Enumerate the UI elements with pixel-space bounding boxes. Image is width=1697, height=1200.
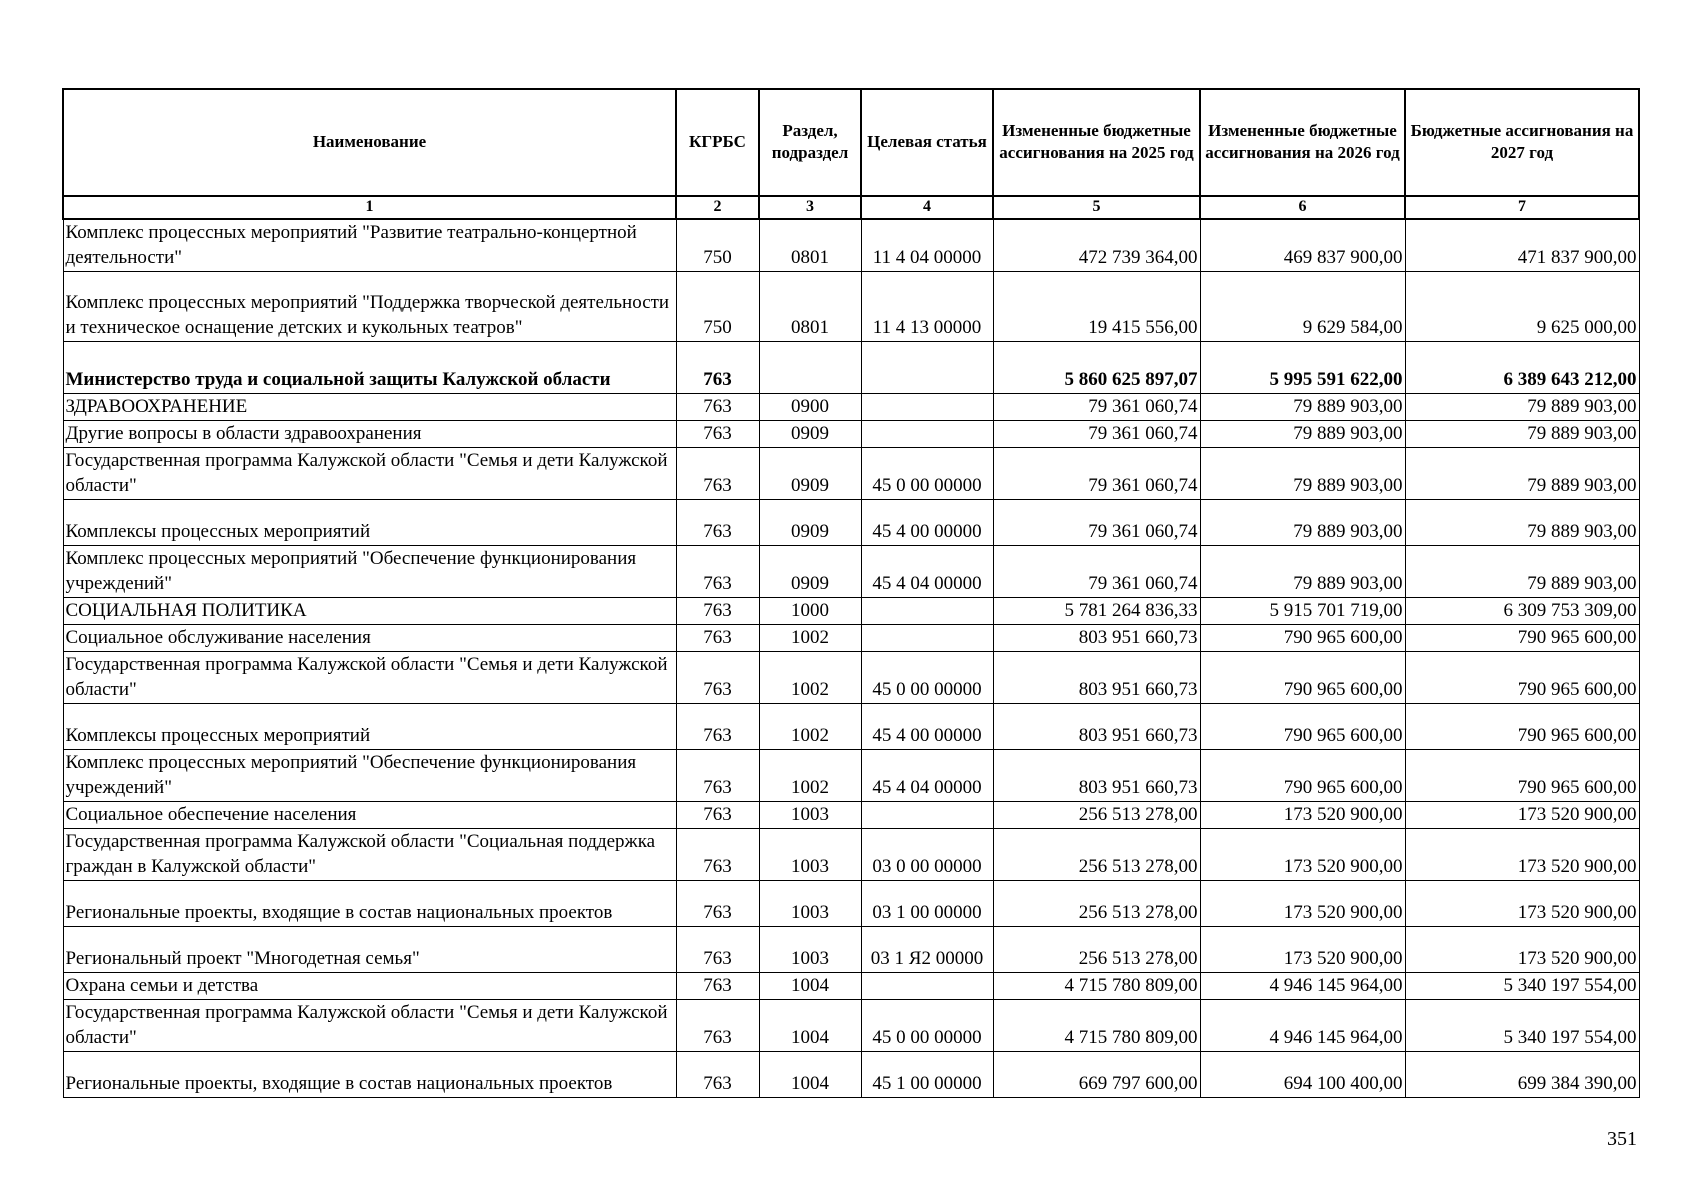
row-kgrbs: 750 bbox=[676, 272, 759, 342]
row-section: 1002 bbox=[759, 750, 861, 802]
row-2027: 79 889 903,00 bbox=[1405, 546, 1639, 598]
row-2027: 6 389 643 212,00 bbox=[1405, 342, 1639, 394]
row-section: 1002 bbox=[759, 652, 861, 704]
table-row bbox=[63, 625, 1639, 652]
row-2026: 5 995 591 622,00 bbox=[1200, 342, 1405, 394]
column-number: 5 bbox=[993, 196, 1200, 219]
row-target: 45 0 00 00000 bbox=[861, 448, 993, 500]
row-target bbox=[861, 973, 993, 1000]
table-row bbox=[63, 272, 1639, 342]
row-2025: 79 361 060,74 bbox=[993, 546, 1200, 598]
row-target: 45 0 00 00000 bbox=[861, 1000, 993, 1052]
row-2025: 803 951 660,73 bbox=[993, 625, 1200, 652]
row-kgrbs: 763 bbox=[676, 598, 759, 625]
row-2026: 79 889 903,00 bbox=[1200, 546, 1405, 598]
row-2025: 256 513 278,00 bbox=[993, 881, 1200, 927]
row-section: 1003 bbox=[759, 829, 861, 881]
row-2026: 790 965 600,00 bbox=[1200, 625, 1405, 652]
row-kgrbs: 763 bbox=[676, 1000, 759, 1052]
row-2025: 79 361 060,74 bbox=[993, 421, 1200, 448]
row-2026: 79 889 903,00 bbox=[1200, 421, 1405, 448]
row-2027: 6 309 753 309,00 bbox=[1405, 598, 1639, 625]
row-section: 0909 bbox=[759, 421, 861, 448]
row-kgrbs: 763 bbox=[676, 927, 759, 973]
row-2027: 79 889 903,00 bbox=[1405, 421, 1639, 448]
row-name: Государственная программа Калужской области "Семья и дети Калужской области" bbox=[63, 448, 676, 500]
table-row bbox=[63, 927, 1639, 973]
row-target bbox=[861, 802, 993, 829]
row-section: 1002 bbox=[759, 625, 861, 652]
row-target: 11 4 13 00000 bbox=[861, 272, 993, 342]
row-section bbox=[759, 342, 861, 394]
row-2026: 694 100 400,00 bbox=[1200, 1052, 1405, 1098]
row-2026: 79 889 903,00 bbox=[1200, 500, 1405, 546]
row-name: Социальное обслуживание населения bbox=[63, 625, 676, 652]
row-section: 1003 bbox=[759, 927, 861, 973]
row-2026: 173 520 900,00 bbox=[1200, 927, 1405, 973]
table-row bbox=[63, 1052, 1639, 1098]
row-2026: 4 946 145 964,00 bbox=[1200, 973, 1405, 1000]
row-2025: 256 513 278,00 bbox=[993, 802, 1200, 829]
row-name: Комплексы процессных мероприятий bbox=[63, 500, 676, 546]
row-name: Государственная программа Калужской области "Социальная поддержка граждан в Калужской области" bbox=[63, 829, 676, 881]
row-name: Государственная программа Калужской области "Семья и дети Калужской области" bbox=[63, 652, 676, 704]
row-2027: 9 625 000,00 bbox=[1405, 272, 1639, 342]
row-kgrbs: 763 bbox=[676, 829, 759, 881]
row-kgrbs: 763 bbox=[676, 802, 759, 829]
table-row bbox=[63, 394, 1639, 421]
row-2026: 469 837 900,00 bbox=[1200, 219, 1405, 272]
row-2027: 173 520 900,00 bbox=[1405, 829, 1639, 881]
row-kgrbs: 763 bbox=[676, 881, 759, 927]
row-name: ЗДРАВООХРАНЕНИЕ bbox=[63, 394, 676, 421]
row-2025: 669 797 600,00 bbox=[993, 1052, 1200, 1098]
row-2027: 173 520 900,00 bbox=[1405, 927, 1639, 973]
table-row bbox=[63, 881, 1639, 927]
table-row bbox=[63, 829, 1639, 881]
row-section: 0801 bbox=[759, 219, 861, 272]
table-row bbox=[63, 342, 1639, 394]
row-2027: 790 965 600,00 bbox=[1405, 750, 1639, 802]
header-2026: Измененные бюджетные ассигнования на 2026 год bbox=[1200, 89, 1405, 196]
table-row bbox=[63, 448, 1639, 500]
row-2026: 790 965 600,00 bbox=[1200, 704, 1405, 750]
row-2027: 79 889 903,00 bbox=[1405, 500, 1639, 546]
row-name: Другие вопросы в области здравоохранения bbox=[63, 421, 676, 448]
row-2025: 5 781 264 836,33 bbox=[993, 598, 1200, 625]
row-2025: 256 513 278,00 bbox=[993, 927, 1200, 973]
row-2025: 803 951 660,73 bbox=[993, 704, 1200, 750]
column-number: 4 bbox=[861, 196, 993, 219]
row-kgrbs: 750 bbox=[676, 219, 759, 272]
row-target bbox=[861, 342, 993, 394]
row-name: Комплекс процессных мероприятий "Обеспечение функционирования учреждений" bbox=[63, 546, 676, 598]
table-row bbox=[63, 546, 1639, 598]
row-2027: 79 889 903,00 bbox=[1405, 394, 1639, 421]
row-target: 03 0 00 00000 bbox=[861, 829, 993, 881]
row-target: 45 4 04 00000 bbox=[861, 546, 993, 598]
table-body bbox=[63, 219, 1639, 1098]
row-name: Комплекс процессных мероприятий "Развитие театрально-концертной деятельности" bbox=[63, 219, 676, 272]
row-2026: 790 965 600,00 bbox=[1200, 750, 1405, 802]
row-section: 0801 bbox=[759, 272, 861, 342]
row-name: Социальное обеспечение населения bbox=[63, 802, 676, 829]
header-kgrbs: КГРБС bbox=[676, 89, 759, 196]
row-section: 1000 bbox=[759, 598, 861, 625]
row-2025: 79 361 060,74 bbox=[993, 394, 1200, 421]
row-2026: 5 915 701 719,00 bbox=[1200, 598, 1405, 625]
row-section: 1002 bbox=[759, 704, 861, 750]
row-kgrbs: 763 bbox=[676, 704, 759, 750]
row-2027: 790 965 600,00 bbox=[1405, 704, 1639, 750]
row-target: 45 4 00 00000 bbox=[861, 704, 993, 750]
row-section: 1003 bbox=[759, 802, 861, 829]
table-row bbox=[63, 500, 1639, 546]
row-name: СОЦИАЛЬНАЯ ПОЛИТИКА bbox=[63, 598, 676, 625]
row-kgrbs: 763 bbox=[676, 546, 759, 598]
row-target: 03 1 Я2 00000 bbox=[861, 927, 993, 973]
row-2025: 4 715 780 809,00 bbox=[993, 973, 1200, 1000]
header-target: Целевая статья bbox=[861, 89, 993, 196]
row-kgrbs: 763 bbox=[676, 1052, 759, 1098]
row-2025: 803 951 660,73 bbox=[993, 652, 1200, 704]
row-2025: 4 715 780 809,00 bbox=[993, 1000, 1200, 1052]
row-2026: 173 520 900,00 bbox=[1200, 829, 1405, 881]
header-name: Наименование bbox=[63, 89, 676, 196]
row-2025: 79 361 060,74 bbox=[993, 500, 1200, 546]
table-row bbox=[63, 1000, 1639, 1052]
row-kgrbs: 763 bbox=[676, 750, 759, 802]
row-section: 1004 bbox=[759, 1052, 861, 1098]
row-2025: 19 415 556,00 bbox=[993, 272, 1200, 342]
row-section: 1004 bbox=[759, 1000, 861, 1052]
row-2025: 5 860 625 897,07 bbox=[993, 342, 1200, 394]
column-number: 7 bbox=[1405, 196, 1639, 219]
header-2027: Бюджетные ассигнования на 2027 год bbox=[1405, 89, 1639, 196]
row-name: Региональные проекты, входящие в состав национальных проектов bbox=[63, 881, 676, 927]
row-name: Охрана семьи и детства bbox=[63, 973, 676, 1000]
row-2026: 79 889 903,00 bbox=[1200, 448, 1405, 500]
row-target: 03 1 00 00000 bbox=[861, 881, 993, 927]
header-section: Раздел, подраздел bbox=[759, 89, 861, 196]
table-row bbox=[63, 704, 1639, 750]
row-2026: 9 629 584,00 bbox=[1200, 272, 1405, 342]
row-2026: 173 520 900,00 bbox=[1200, 802, 1405, 829]
column-number: 2 bbox=[676, 196, 759, 219]
row-target bbox=[861, 625, 993, 652]
table-row bbox=[63, 973, 1639, 1000]
row-2026: 173 520 900,00 bbox=[1200, 881, 1405, 927]
row-section: 0900 bbox=[759, 394, 861, 421]
row-2025: 803 951 660,73 bbox=[993, 750, 1200, 802]
row-target bbox=[861, 421, 993, 448]
row-target: 11 4 04 00000 bbox=[861, 219, 993, 272]
row-name: Комплекс процессных мероприятий "Обеспечение функционирования учреждений" bbox=[63, 750, 676, 802]
row-2027: 173 520 900,00 bbox=[1405, 802, 1639, 829]
row-section: 0909 bbox=[759, 500, 861, 546]
row-section: 0909 bbox=[759, 546, 861, 598]
row-2027: 471 837 900,00 bbox=[1405, 219, 1639, 272]
row-2027: 5 340 197 554,00 bbox=[1405, 1000, 1639, 1052]
row-2027: 79 889 903,00 bbox=[1405, 448, 1639, 500]
table-row bbox=[63, 652, 1639, 704]
table-row bbox=[63, 598, 1639, 625]
table-row bbox=[63, 750, 1639, 802]
row-2026: 790 965 600,00 bbox=[1200, 652, 1405, 704]
row-name: Региональный проект "Многодетная семья" bbox=[63, 927, 676, 973]
row-name: Региональные проекты, входящие в состав национальных проектов bbox=[63, 1052, 676, 1098]
row-kgrbs: 763 bbox=[676, 652, 759, 704]
row-kgrbs: 763 bbox=[676, 342, 759, 394]
page-number: 351 bbox=[1607, 1128, 1637, 1150]
row-target bbox=[861, 598, 993, 625]
row-2027: 790 965 600,00 bbox=[1405, 625, 1639, 652]
row-kgrbs: 763 bbox=[676, 421, 759, 448]
row-2027: 173 520 900,00 bbox=[1405, 881, 1639, 927]
column-number: 3 bbox=[759, 196, 861, 219]
row-section: 0909 bbox=[759, 448, 861, 500]
column-number: 1 bbox=[63, 196, 676, 219]
row-target bbox=[861, 394, 993, 421]
row-section: 1004 bbox=[759, 973, 861, 1000]
row-2026: 4 946 145 964,00 bbox=[1200, 1000, 1405, 1052]
row-kgrbs: 763 bbox=[676, 625, 759, 652]
row-kgrbs: 763 bbox=[676, 500, 759, 546]
row-name: Государственная программа Калужской области "Семья и дети Калужской области" bbox=[63, 1000, 676, 1052]
row-target: 45 4 04 00000 bbox=[861, 750, 993, 802]
row-target: 45 0 00 00000 bbox=[861, 652, 993, 704]
column-number: 6 bbox=[1200, 196, 1405, 219]
budget-table bbox=[62, 88, 1640, 1098]
row-target: 45 4 00 00000 bbox=[861, 500, 993, 546]
row-2026: 79 889 903,00 bbox=[1200, 394, 1405, 421]
row-kgrbs: 763 bbox=[676, 448, 759, 500]
row-2027: 5 340 197 554,00 bbox=[1405, 973, 1639, 1000]
row-2025: 256 513 278,00 bbox=[993, 829, 1200, 881]
header-2025: Измененные бюджетные ассигнования на 2025 год bbox=[993, 89, 1200, 196]
row-kgrbs: 763 bbox=[676, 973, 759, 1000]
table-row bbox=[63, 802, 1639, 829]
column-number-row bbox=[63, 196, 1639, 219]
table-row bbox=[63, 421, 1639, 448]
row-section: 1003 bbox=[759, 881, 861, 927]
row-2027: 699 384 390,00 bbox=[1405, 1052, 1639, 1098]
table-row bbox=[63, 219, 1639, 272]
row-name: Комплекс процессных мероприятий "Поддержка творческой деятельности и техническое оснащение детских и кукольных театров" bbox=[63, 272, 676, 342]
row-2025: 79 361 060,74 bbox=[993, 448, 1200, 500]
header-row bbox=[63, 89, 1639, 196]
row-name: Комплексы процессных мероприятий bbox=[63, 704, 676, 750]
row-kgrbs: 763 bbox=[676, 394, 759, 421]
row-target: 45 1 00 00000 bbox=[861, 1052, 993, 1098]
row-name: Министерство труда и социальной защиты Калужской области bbox=[63, 342, 676, 394]
row-2025: 472 739 364,00 bbox=[993, 219, 1200, 272]
row-2027: 790 965 600,00 bbox=[1405, 652, 1639, 704]
